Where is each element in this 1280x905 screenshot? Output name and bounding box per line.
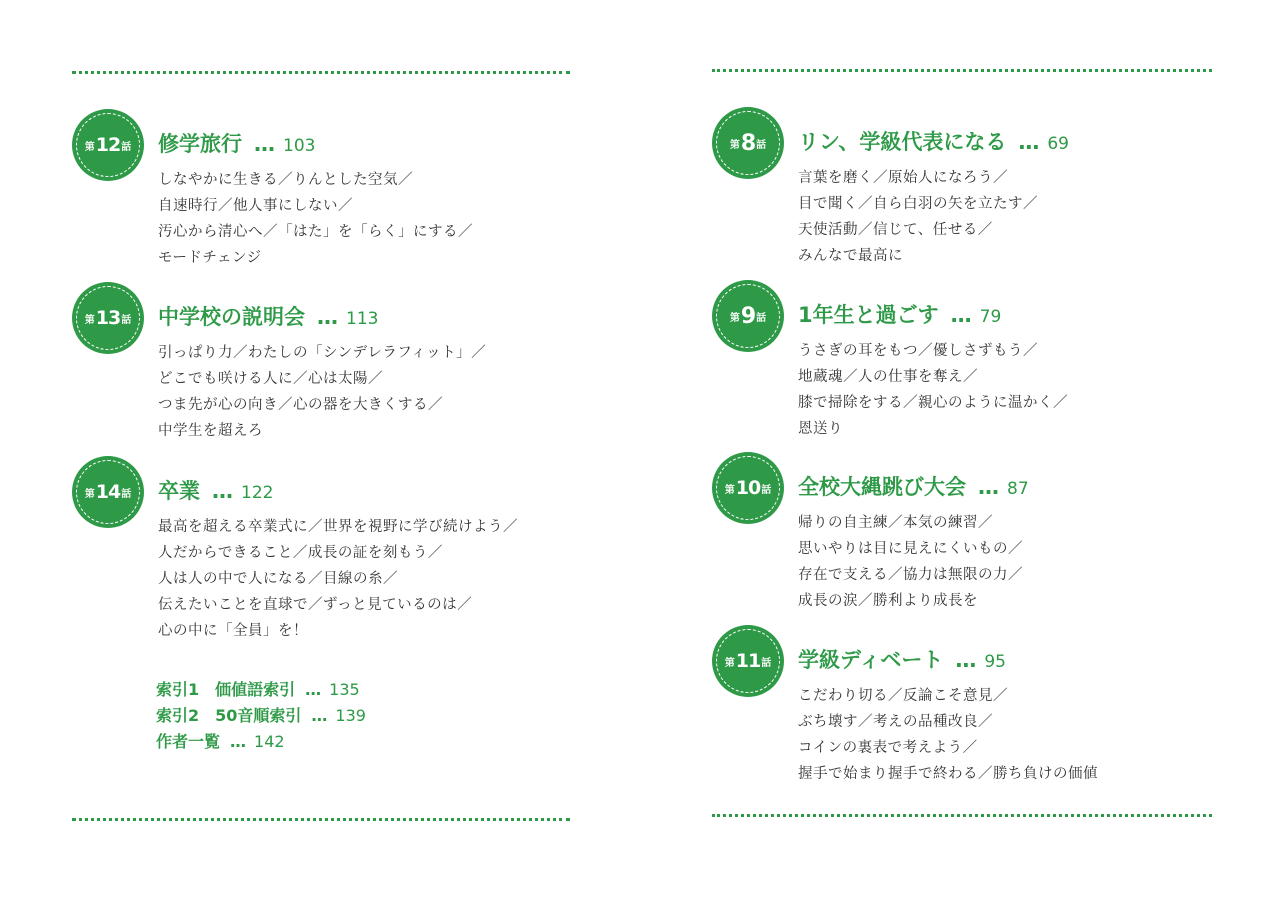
- index-list: [156, 677, 366, 755]
- page-number: 87: [1007, 479, 1029, 499]
- chapter-badge: 第 11 話: [712, 625, 784, 697]
- page-number: 103: [283, 136, 316, 156]
- chapter-title: 卒業 … 122: [158, 479, 274, 503]
- topic-line: 言葉を磨く／原始人になろう／: [798, 170, 1008, 186]
- chapter-badge: 第 13 話: [72, 282, 144, 354]
- topic-list: [158, 340, 486, 444]
- index-entry[interactable]: 作者一覧 … 142: [156, 732, 285, 751]
- topic-line: 人は人の中で人になる／目線の糸／: [158, 571, 398, 587]
- top-dotted-rule: [72, 71, 570, 74]
- topic-line: ぶち壊す／考えの品種改良／: [798, 714, 993, 730]
- page-number: 79: [979, 307, 1002, 327]
- chapter-title: 全校大縄跳び大会 … 87: [798, 475, 1029, 499]
- topic-line: 汚心から清心へ／「はた」を「らく」にする／: [158, 224, 473, 240]
- topic-line: みんなで最高に: [798, 248, 903, 264]
- topic-line: 思いやりは目に見えにくいもの／: [798, 541, 1023, 557]
- index-entry[interactable]: 索引2 50音順索引 … 139: [156, 706, 366, 725]
- page-number: 135: [329, 680, 360, 699]
- chapter-badge: 第 12 話: [72, 109, 144, 181]
- topic-line: 成長の涙／勝利より成長を: [798, 593, 978, 609]
- topic-line: 最高を超える卒業式に／世界を視野に学び続けよう／: [158, 519, 518, 535]
- topic-line: 膝で掃除をする／親心のように温かく／: [798, 395, 1068, 411]
- topic-line: コインの裏表で考えよう／: [798, 740, 978, 756]
- page-number: 142: [254, 732, 285, 751]
- chapter-badge: 第 8 話: [712, 107, 784, 179]
- topic-list: [798, 165, 1038, 269]
- index-entry[interactable]: 索引1 価値語索引 … 135: [156, 680, 360, 699]
- chapter-badge: 第 9 話: [712, 280, 784, 352]
- page-number: 122: [241, 483, 274, 503]
- right-page: [640, 0, 1280, 905]
- bottom-dotted-rule: [712, 814, 1212, 817]
- topic-line: 帰りの自主練／本気の練習／: [798, 515, 993, 531]
- page-number: 95: [984, 652, 1006, 672]
- topic-line: 人だからできること／成長の証を刻もう／: [158, 545, 443, 561]
- topic-line: 目で聞く／自ら白羽の矢を立たす／: [798, 196, 1038, 212]
- chapter-title: リン、学級代表になる … 69: [798, 130, 1069, 154]
- page-number: 113: [346, 309, 379, 329]
- topic-line: 地蔵魂／人の仕事を奪え／: [798, 369, 978, 385]
- topic-line: どこでも咲ける人に／心は太陽／: [158, 371, 383, 387]
- topic-line: モードチェンジ: [158, 250, 262, 266]
- chapter-badge: 第 10 話: [712, 452, 784, 524]
- chapter-badge: 第 14 話: [72, 456, 144, 528]
- bottom-dotted-rule: [72, 818, 570, 821]
- topic-list: [158, 167, 473, 271]
- chapter-title: 1年生と過ごす … 79: [798, 303, 1002, 327]
- topic-line: 伝えたいことを直球で／ずっと見ているのは／: [158, 597, 473, 613]
- page-number: 69: [1047, 134, 1069, 154]
- top-dotted-rule: [712, 69, 1212, 72]
- topic-line: 心の中に「全員」を！: [158, 623, 308, 639]
- chapter-title: 学級ディベート … 95: [798, 648, 1006, 672]
- topic-list: [158, 514, 518, 644]
- topic-line: 握手で始まり握手で終わる／勝ち負けの価値: [798, 766, 1098, 782]
- topic-line: しなやかに生きる／りんとした空気／: [158, 172, 413, 188]
- topic-line: 中学生を超えろ: [158, 423, 263, 439]
- topic-line: うさぎの耳をもつ／優しさずもう／: [798, 343, 1038, 359]
- topic-line: 引っぱり力／わたしの「シンデレラフィット」／: [158, 345, 487, 361]
- chapter-title: 中学校の説明会 … 113: [158, 305, 379, 329]
- topic-line: つま先が心の向き／心の器を大きくする／: [158, 397, 443, 413]
- page-number: 139: [335, 706, 366, 725]
- topic-list: [798, 338, 1068, 442]
- topic-line: こだわり切る／反論こそ意見／: [798, 688, 1008, 704]
- topic-line: 恩送り: [798, 421, 843, 437]
- topic-line: 天使活動／信じて、任せる／: [798, 222, 993, 238]
- chapter-title: 修学旅行 … 103: [158, 132, 316, 156]
- topic-line: 自速時行／他人事にしない／: [158, 198, 353, 214]
- topic-line: 存在で支える／協力は無限の力／: [798, 567, 1023, 583]
- topic-list: [798, 510, 1023, 614]
- topic-list: [798, 683, 1098, 787]
